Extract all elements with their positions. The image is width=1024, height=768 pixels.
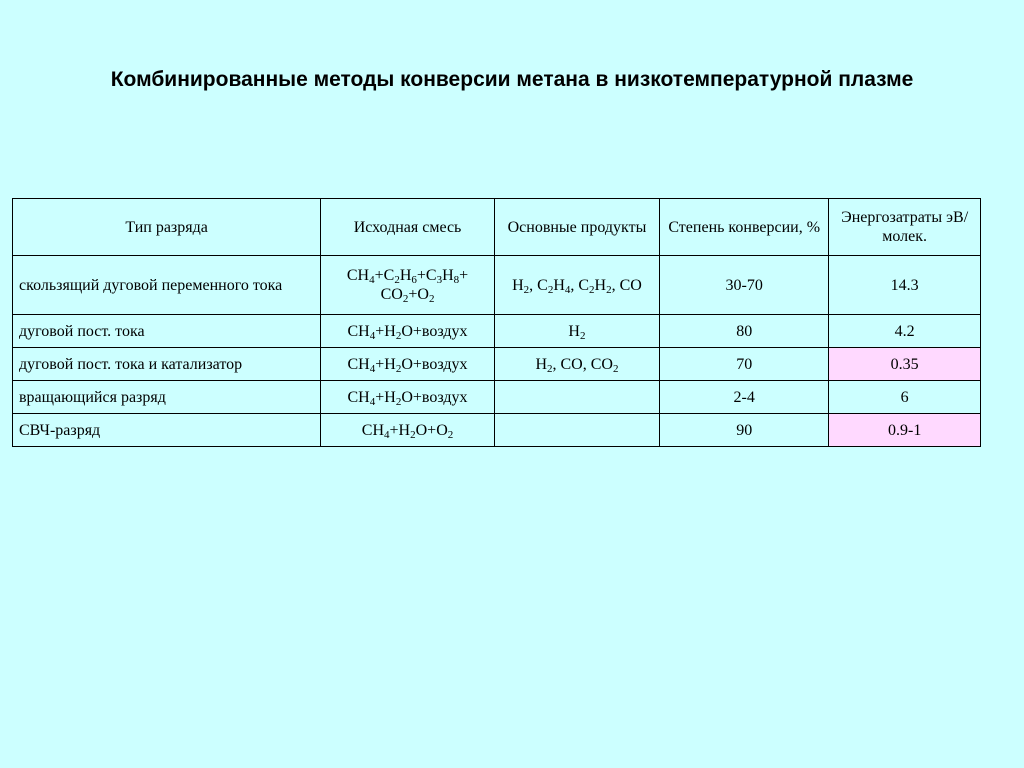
- header-main-products: Основные продукты: [494, 199, 659, 256]
- cell-initial-mixture: $CH_4+H_2O+воздух$: [321, 348, 495, 381]
- cell-energy-cost: 14.3: [829, 256, 981, 315]
- cell-initial-mixture: $CH_4+H_2O+O_2$: [321, 414, 495, 447]
- cell-initial-mixture: $CH_4+H_2O+воздух$: [321, 381, 495, 414]
- header-energy-cost: Энергозатраты эВ/молек.: [829, 199, 981, 256]
- header-initial-mixture: Исходная смесь: [321, 199, 495, 256]
- table-header-row: [13, 199, 981, 256]
- header-discharge-type: Тип разряда: [13, 199, 321, 256]
- cell-energy-cost: 4.2: [829, 315, 981, 348]
- cell-initial-mixture: $CH_4+H_2O+воздух$: [321, 315, 495, 348]
- cell-conversion-degree: 80: [660, 315, 829, 348]
- cell-main-products: $H_2$: [494, 315, 659, 348]
- conversion-methods-table: [12, 198, 981, 447]
- table-row: [13, 256, 981, 315]
- slide-title: Комбинированные методы конверсии метана в низкотемпературной плазме: [110, 68, 914, 91]
- table-row: [13, 381, 981, 414]
- table-row: [13, 348, 981, 381]
- cell-conversion-degree: 90: [660, 414, 829, 447]
- cell-main-products: [494, 381, 659, 414]
- cell-discharge-type: вращающийся разряд: [13, 381, 321, 414]
- cell-main-products: $H_2$, $C_2H_4$, $C_2H_2$, CO: [494, 256, 659, 315]
- cell-conversion-degree: 2-4: [660, 381, 829, 414]
- header-conversion-degree: Степень конверсии, %: [660, 199, 829, 256]
- cell-energy-cost: 6: [829, 381, 981, 414]
- cell-energy-cost-highlighted: 0.9-1: [829, 414, 981, 447]
- cell-initial-mixture: $CH_4+C_2H_6+C_3H_8+ CO_2+O_2$: [321, 256, 495, 315]
- table-row: [13, 315, 981, 348]
- cell-discharge-type: СВЧ-разряд: [13, 414, 321, 447]
- cell-conversion-degree: 70: [660, 348, 829, 381]
- cell-discharge-type: дуговой пост. тока и катализатор: [13, 348, 321, 381]
- cell-main-products: $H_2$, CO, $CO_2$: [494, 348, 659, 381]
- cell-energy-cost-highlighted: 0.35: [829, 348, 981, 381]
- table-row: [13, 414, 981, 447]
- cell-discharge-type: скользящий дуговой переменного тока: [13, 256, 321, 315]
- cell-conversion-degree: 30-70: [660, 256, 829, 315]
- cell-discharge-type: дуговой пост. тока: [13, 315, 321, 348]
- cell-main-products: [494, 414, 659, 447]
